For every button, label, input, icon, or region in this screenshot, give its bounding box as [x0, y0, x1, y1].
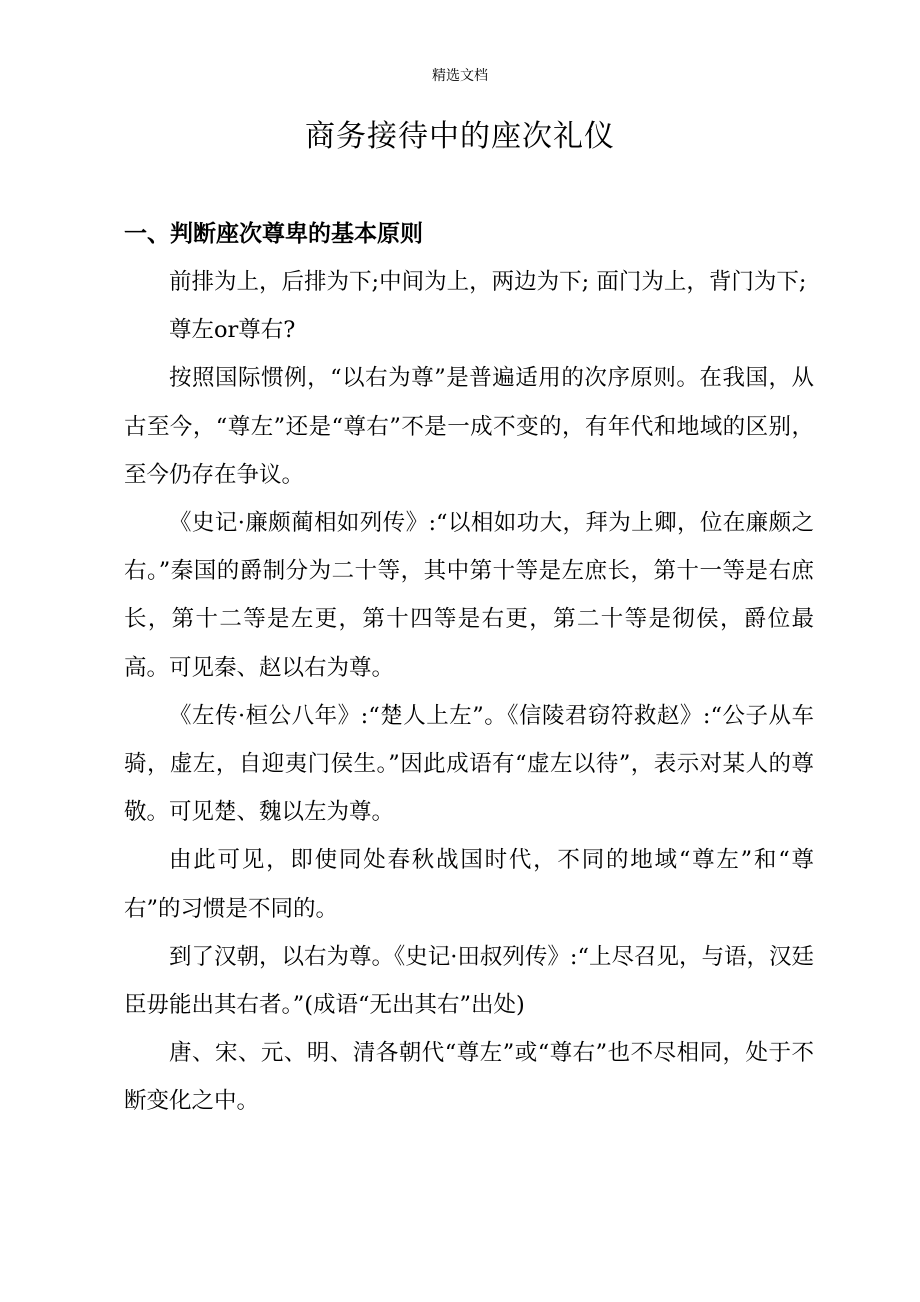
- paragraph: 到了汉朝，以右为尊。《史记·田叔列传》:“上尽召见，与语，汉廷臣毋能出其右者。”(成语“无出其右”出处): [124, 943, 814, 1019]
- paragraph: 尊左or尊右?: [169, 317, 296, 344]
- paragraph: 《史记·廉颇蔺相如列传》:“以相如功大，拜为上卿，位在廉颇之右。”秦国的爵制分为二十等，其中第十等是左庶长，第十一等是右庶长，第十二等是左更，第十四等是右更，第二十等是彻侯，爵位最高。可见秦、赵以右为尊。: [124, 510, 814, 681]
- paragraph: 由此可见，即使同处春秋战国时代，不同的地域“尊左”和“尊右”的习惯是不同的。: [124, 847, 814, 922]
- paragraph: 《左传·桓公八年》:“楚人上左”。《信陵君窃符救赵》:“公子从车骑，虚左，自迎夷门侯生。”因此成语有“虚左以待”，表示对某人的尊敬。可见楚、魏以左为尊。: [124, 702, 814, 826]
- section-heading: 一、判断座次尊卑的基本原则: [124, 221, 423, 247]
- paragraph: 唐、宋、元、明、清各朝代“尊左”或“尊右”也不尽相同，处于不断变化之中。: [124, 1040, 814, 1115]
- document-body: [124, 258, 814, 1126]
- paragraph: 前排为上，后排为下;中间为上，两边为下; 面门为上，背门为下;: [169, 269, 807, 295]
- document-title: 商务接待中的座次礼仪: [305, 119, 615, 154]
- paragraph: 按照国际惯例，“以右为尊”是普遍适用的次序原则。在我国，从古至今，“尊左”还是“尊右”不是一成不变的，有年代和地域的区别，至今仍存在争议。: [124, 365, 814, 488]
- header-label: 精选文档: [432, 68, 488, 84]
